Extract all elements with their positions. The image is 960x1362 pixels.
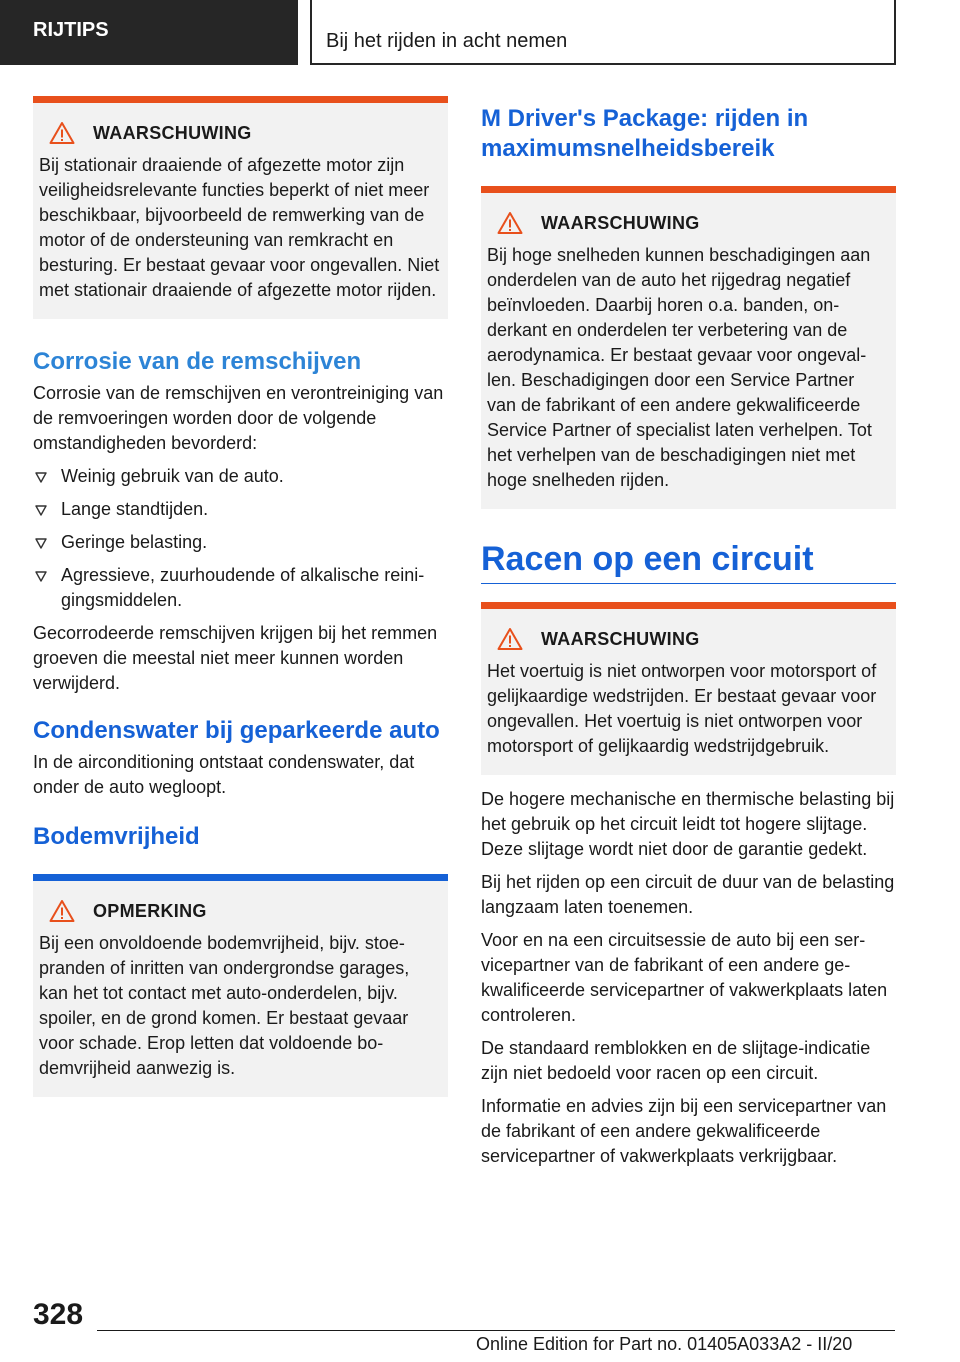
warning-text: Bij hoge snelheden kunnen beschadigingen aan onderdelen van de auto het rijgedrag negatief beïnvloeden. Daarbij horen o.a. banden, onderkant en onderdelen ter verbetering van de aerodynamica. Er bestaat gevaar voor ongevallen. Beschadigingen door een Service Partner van de fabrikant of een andere gekwalificeerde Service Partner of specialist laten verhelpen. Tot het verhelpen van de beschadigingen niet met hoge snelheden rijden. — [487, 245, 872, 490]
list-item: Geringe belasting. — [33, 530, 448, 555]
footer-divider — [97, 1330, 895, 1331]
heading-racing: Racen op een circuit — [481, 537, 896, 584]
note-triangle-icon — [49, 899, 75, 923]
warning-triangle-icon — [49, 121, 75, 145]
note-text: Bij een onvoldoende bodemvrijheid, bijv. stoepranden of inritten van ondergrondse garages, kan het tot contact met auto-onderdelen, bijv. spoiler, en de grond komen. Er bestaat gevaar voor schade. Erop letten dat voldoende bodemvrijheid aanwezig is. — [39, 933, 410, 1078]
list-item: Lange standtijden. — [33, 497, 448, 522]
warning-box-engine — [33, 96, 448, 319]
page-number: 328 — [33, 1298, 84, 1331]
chapter-title: Bij het rijden in acht nemen — [326, 30, 568, 52]
chapter-tab — [310, 0, 896, 65]
triangle-bullet-icon — [35, 571, 47, 582]
corrosion-intro: Corrosie van de remschijven en verontreiniging van de remvoeringen worden door de volgende omstandigheden bevorderd: — [33, 383, 444, 453]
edition-footer: Online Edition for Part no. 01405A033A2 - II/20 — [476, 1334, 853, 1354]
warning-triangle-icon — [497, 211, 523, 235]
heading-mdriver: M Driver's Package: rijden in maximumsnelheidsbereik — [481, 105, 809, 162]
triangle-bullet-icon — [35, 505, 47, 516]
warning-triangle-icon — [497, 627, 523, 651]
corrosion-list — [33, 464, 448, 613]
heading-condensation: Condenswater bij geparkeerde auto — [33, 717, 440, 744]
warning-text: Het voertuig is niet ontworpen voor motorsport of gelijkaardige wedstrijden. Er bestaat gevaar voor ongevallen. Het voertuig is niet ontworpen voor motorsport of gelijkaardig wedstrijdgebruik. — [487, 661, 877, 756]
condensation-text: In de airconditioning ontstaat condenswater, dat onder de auto wegloopt. — [33, 752, 415, 797]
heading-corrosion: Corrosie van de remschijven — [33, 348, 362, 375]
note-box-clearance — [33, 874, 448, 1097]
list-item: Agressieve, zuurhoudende of alkalische reinigingsmiddelen. — [33, 563, 448, 613]
warning-label: WAARSCHUWING — [93, 122, 252, 143]
note-label: OPMERKING — [93, 900, 207, 921]
warning-box-racing — [481, 602, 896, 775]
racing-paragraph: Bij het rijden op een circuit de duur van de belasting langzaam laten toenemen. — [481, 872, 895, 917]
section-label: RIJTIPS — [33, 19, 109, 41]
list-item: Weinig gebruik van de auto. — [33, 464, 448, 489]
warning-label: WAARSCHUWING — [541, 212, 700, 233]
left-column — [33, 96, 448, 1125]
section-tab — [0, 0, 298, 65]
racing-paragraph: De standaard remblokken en de slijtage-indicatie zijn niet bedoeld voor racen op een circuit. — [481, 1038, 871, 1083]
racing-paragraph: Informatie en advies zijn bij een servicepartner van de fabrikant of een andere gekwalificeerde servicepartner of vakwerkplaats verkrijgbaar. — [481, 1096, 887, 1166]
warning-box-speed — [481, 186, 896, 509]
racing-paragraph: De hogere mechanische en thermische belasting bij het gebruik op het circuit leidt tot hogere slijtage. Deze slijtage wordt niet door de garantie gedekt. — [481, 789, 895, 859]
racing-paragraph: Voor en na een circuitsessie de auto bij een servicepartner van de fabrikant of een andere gekwalificeerde servicepartner of vakwerkplaats laten controleren. — [481, 930, 888, 1025]
warning-text: Bij stationair draaiende of afgezette motor zijn veiligheidsrelevante functies beperkt of niet meer beschikbaar, bijvoorbeeld de remwerking van de motor of de ondersteuning van remkracht en besturing. Er bestaat gevaar voor ongevallen. Niet met stationair draaiende of afgezette motor rijden. — [39, 155, 440, 300]
warning-label: WAARSCHUWING — [541, 628, 700, 649]
triangle-bullet-icon — [35, 538, 47, 549]
right-column — [481, 104, 896, 1177]
corrosion-outro: Gecorrodeerde remschijven krijgen bij het remmen groeven die meestal niet meer kunnen worden verwijderd. — [33, 623, 438, 693]
triangle-bullet-icon — [35, 472, 47, 483]
heading-clearance: Bodemvrijheid — [33, 823, 200, 850]
